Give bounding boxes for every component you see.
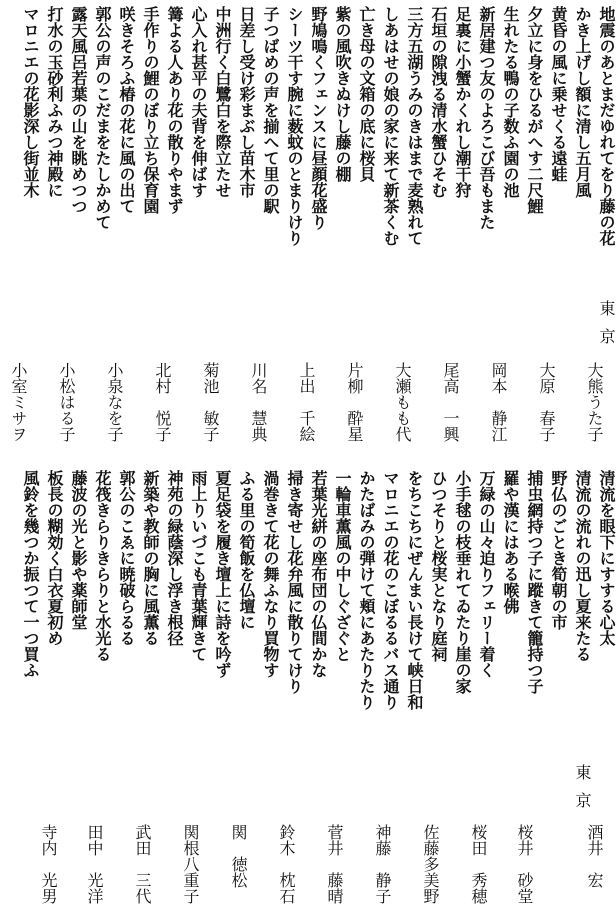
haiku-line: 風鈴を幾つか振つて一つ買ふ xyxy=(21,470,40,678)
haiku-line: 三方五湖うみのきはまで麦熟れて xyxy=(405,6,424,246)
haiku-line: 郭公の声のこだまをたしかめて xyxy=(93,6,112,230)
haiku-line: 万緑の山々迫りフェリー着く xyxy=(477,470,496,678)
poet-name: 北村 悦子 xyxy=(153,362,172,442)
haiku-line: 新築や教師の胸に風薫る xyxy=(141,470,160,646)
haiku-line: 板長の糊効く白衣夏初め xyxy=(45,470,64,646)
haiku-line: 野鳩鳴くフェンスに昼顔花盛り xyxy=(309,6,328,230)
haiku-line: 新居建つ友のよろこび吾もまた xyxy=(477,6,496,230)
haiku-line: 掃き寄せし花弁風に散りてけり xyxy=(285,470,304,694)
poet-location: 東京 xyxy=(573,764,592,820)
haiku-line: かき上げし額に清し五月風 xyxy=(573,6,592,198)
poet-name: 酒井 宏 xyxy=(585,824,604,888)
poet-name: 上出 千絵 xyxy=(297,362,316,442)
poet-name: 桜井 砂堂 xyxy=(515,824,534,904)
haiku-line: 咲きそろふ椿の花に風の出て xyxy=(117,6,136,214)
haiku-line: 露天風呂若葉の山を眺めつつ xyxy=(69,6,88,214)
poet-name: 菊池 敏子 xyxy=(201,362,220,442)
poet-name: 桜田 秀穂 xyxy=(469,824,488,904)
haiku-line: 日差し受け彩まぶし苗木市 xyxy=(237,6,256,198)
poet-name: 小泉なを子 xyxy=(105,362,124,442)
haiku-line: 神苑の緑蔭深し浮き根径 xyxy=(165,470,184,646)
haiku-line: 野仏のごとき筍朝の市 xyxy=(549,470,568,630)
haiku-line: 心入れ甚平の夫背を伸ばす xyxy=(189,6,208,198)
poet-name: 鈴木 枕石 xyxy=(277,824,296,904)
poet-name: 片柳 酔星 xyxy=(345,362,364,442)
haiku-line: 郭公のこゑに暁破らるる xyxy=(117,470,136,646)
haiku-line: をちこちにぜんまい長けて峡日和 xyxy=(405,470,424,710)
poet-name: 岡本 静江 xyxy=(489,362,508,442)
haiku-line: 雨上りいづこも青葉輝きて xyxy=(189,470,208,662)
poet-name: 小室ミサヲ xyxy=(9,362,28,442)
haiku-line: かたばみの弾けて頬にあたりたり xyxy=(357,470,376,710)
haiku-line: 石垣の隙洩る清水蟹ひそむ xyxy=(429,6,448,198)
poet-location: 東京 xyxy=(597,300,616,356)
haiku-line: 小手毬の枝垂れてゐたり崖の家 xyxy=(453,470,472,694)
poet-name: 大瀬もも代 xyxy=(393,362,412,442)
haiku-line: 花筏きらりきらりと水光る xyxy=(93,470,112,662)
haiku-line: ひつそりと桜実となり庭祠 xyxy=(429,470,448,662)
poet-name: 小松はる子 xyxy=(57,362,76,442)
haiku-line: 夏足袋を履き壇上に詩を吟ず xyxy=(213,470,232,678)
poet-name: 田中 光洋 xyxy=(85,824,104,904)
haiku-line: 紫の風吹きぬけし藤の棚 xyxy=(333,6,352,182)
poet-name: 大熊うた子 xyxy=(585,362,604,442)
poet-name: 寺内 光男 xyxy=(39,824,58,904)
haiku-line: 中洲行く白鷺白を際立たせ xyxy=(213,6,232,198)
haiku-line: 篝よる人あり花の散りやまず xyxy=(165,6,184,214)
poet-name: 尾高 一興 xyxy=(441,362,460,442)
haiku-line: 若葉光絣の座布団の仏間かな xyxy=(309,470,328,678)
haiku-line: マロニエの花のこぼるるバス通り xyxy=(381,470,400,710)
haiku-line: 子つばめの声を揃へて里の駅 xyxy=(261,6,280,214)
haiku-line: 亡き母の文箱の底に桜貝 xyxy=(357,6,376,182)
poet-name: 大原 春子 xyxy=(537,362,556,442)
haiku-line: 清流の流れの迅し夏来たる xyxy=(573,470,592,662)
poet-name: 武田 三代 xyxy=(133,824,152,904)
haiku-line: ふる里の筍飯を仏壇に xyxy=(237,470,256,630)
poet-name: 川名 慧典 xyxy=(249,362,268,442)
haiku-line: しあはせの娘の家に来て新茶くむ xyxy=(381,6,400,246)
haiku-line: 一輪車薫風の中しぐざぐと xyxy=(333,470,352,662)
haiku-line: 手作りの鯉のぼり立ち保育園 xyxy=(141,6,160,214)
haiku-line: 捕虫網持つ子に蹤きて籠持つ子 xyxy=(525,470,544,694)
haiku-line: 清流を眼下にすする心太 xyxy=(597,470,616,646)
poet-name: 神藤 静子 xyxy=(373,824,392,904)
haiku-line: 渦巻きて花の舞ふなり買物す xyxy=(261,470,280,678)
poet-name: 関 徳松 xyxy=(229,824,248,888)
haiku-line: 地震のあとまだゆれてをり藤の花 xyxy=(597,6,616,246)
haiku-line: 羅や漢にはある喉佛 xyxy=(501,470,520,614)
haiku-line: 黄昏の風に乗せくる遠蛙 xyxy=(549,6,568,182)
haiku-line: 足裏に小蟹かくれし潮干狩 xyxy=(453,6,472,198)
haiku-line: 打水の玉砂利ふみつ神殿に xyxy=(45,6,64,198)
haiku-line: マロニエの花影深し街並木 xyxy=(21,6,40,198)
poet-name: 佐藤多美野 xyxy=(421,824,440,904)
haiku-line: シーツ干す腕に薮蚊のとまりけり xyxy=(285,6,304,246)
haiku-line: 藤波の光と影や薬師堂 xyxy=(69,470,88,630)
haiku-line: 夕立に身をひるがへす二尺鯉 xyxy=(525,6,544,214)
poet-name: 菅井 藤晴 xyxy=(325,824,344,904)
haiku-line: 生れたる鴨の子数ふ園の池 xyxy=(501,6,520,198)
poet-name: 関根八重子 xyxy=(181,824,200,904)
